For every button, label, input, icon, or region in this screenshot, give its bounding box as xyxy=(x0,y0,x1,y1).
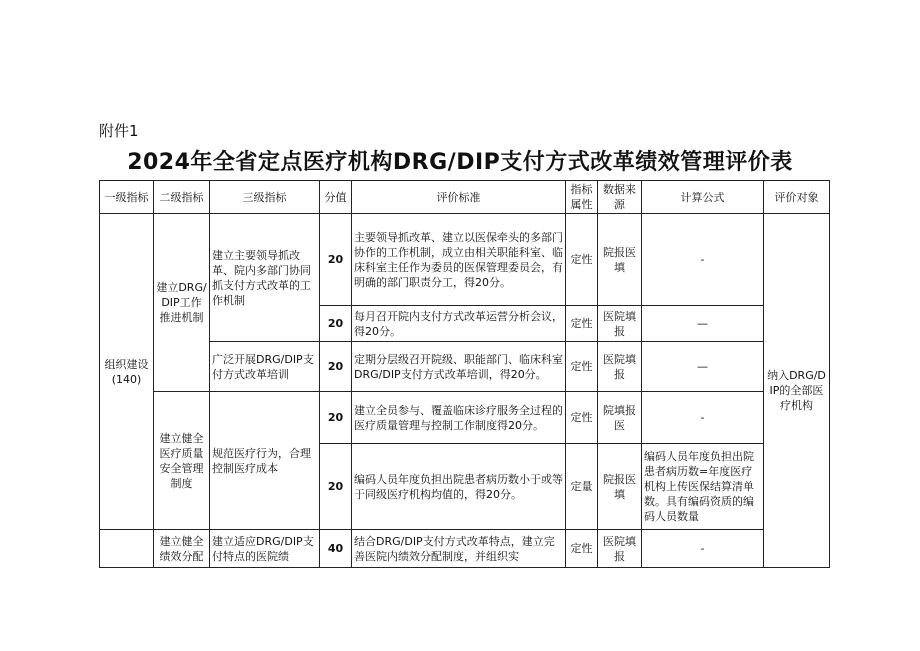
header-attribute: 指标属性 xyxy=(566,181,598,214)
header-target: 评价对象 xyxy=(764,181,830,214)
criteria-cell: 编码人员年度负担出院患者病历数小于或等于同级医疗机构均值的，得20分。 xyxy=(352,444,566,530)
score-cell: 40 xyxy=(320,530,352,568)
formula-cell: - xyxy=(642,530,764,568)
header-score: 分值 xyxy=(320,181,352,214)
source-cell: 医院填报 xyxy=(598,306,642,342)
source-cell: 院报医填 xyxy=(598,214,642,306)
formula-cell: — xyxy=(642,342,764,392)
score-cell: 20 xyxy=(320,392,352,444)
level3-mechanism: 建立主要领导抓改革、院内多部门协同抓支付方式改革的工作机制 xyxy=(210,214,320,342)
level2-mechanism: 建立DRG/DIP工作推进机制 xyxy=(154,214,210,392)
criteria-cell: 每月召开院内支付方式改革运营分析会议，得20分。 xyxy=(352,306,566,342)
header-level2: 二级指标 xyxy=(154,181,210,214)
header-source: 数据来源 xyxy=(598,181,642,214)
attribute-cell: 定性 xyxy=(566,530,598,568)
level1-org: 组织建设(140) xyxy=(100,214,154,530)
level2-quality: 建立健全医疗质量安全管理制度 xyxy=(154,392,210,530)
header-criteria: 评价标准 xyxy=(352,181,566,214)
level3-performance: 建立适应DRG/DIP支付特点的医院绩 xyxy=(210,530,320,568)
score-cell: 20 xyxy=(320,342,352,392)
formula-cell: - xyxy=(642,214,764,306)
attribute-cell: 定性 xyxy=(566,392,598,444)
score-cell: 20 xyxy=(320,306,352,342)
table-row xyxy=(100,392,830,444)
header-level1: 一级指标 xyxy=(100,181,154,214)
criteria-cell: 主要领导抓改革、建立以医保牵头的多部门协作的工作机制，成立由相关职能科室、临床科室主任作为委员的医保管理委员会，有明确的部门职责分工，得20分。 xyxy=(352,214,566,306)
evaluation-target: 纳入DRG/DIP的全部医疗机构 xyxy=(764,214,830,568)
formula-cell: - xyxy=(642,392,764,444)
source-cell: 医院填报 xyxy=(598,530,642,568)
level2-performance: 建立健全绩效分配 xyxy=(154,530,210,568)
header-row xyxy=(100,181,830,214)
criteria-cell: 结合DRG/DIP支付方式改革特点，建立完善医院内绩效分配制度，并组织实 xyxy=(352,530,566,568)
attribute-cell: 定性 xyxy=(566,214,598,306)
table-row xyxy=(100,214,830,306)
table-row xyxy=(100,342,830,392)
attribute-cell: 定量 xyxy=(566,444,598,530)
table-row xyxy=(100,530,830,568)
formula-cell: — xyxy=(642,306,764,342)
level3-training: 广泛开展DRG/DIP支付方式改革培训 xyxy=(210,342,320,392)
level3-quality: 规范医疗行为，合理控制医疗成本 xyxy=(210,392,320,530)
criteria-cell: 建立全员参与、覆盖临床诊疗服务全过程的医疗质量管理与控制工作制度得20分。 xyxy=(352,392,566,444)
header-formula: 计算公式 xyxy=(642,181,764,214)
source-cell: 医院填报 xyxy=(598,342,642,392)
attachment-label: 附件1 xyxy=(99,122,139,140)
source-cell: 院填报医 xyxy=(598,392,642,444)
attribute-cell: 定性 xyxy=(566,306,598,342)
header-level3: 三级指标 xyxy=(210,181,320,214)
score-cell: 20 xyxy=(320,214,352,306)
criteria-cell: 定期分层级召开院级、职能部门、临床科室DRG/DIP支付方式改革培训，得20分。 xyxy=(352,342,566,392)
formula-cell: 编码人员年度负担出院患者病历数=年度医疗机构上传医保结算清单数。具有编码资质的编码人员数量 xyxy=(642,444,764,530)
attribute-cell: 定性 xyxy=(566,342,598,392)
evaluation-table xyxy=(99,180,830,568)
score-cell: 20 xyxy=(320,444,352,530)
source-cell: 院报医填 xyxy=(598,444,642,530)
document-title: 2024年全省定点医疗机构DRG/DIP支付方式改革绩效管理评价表 xyxy=(127,150,793,175)
level1-org-continued xyxy=(100,530,154,568)
